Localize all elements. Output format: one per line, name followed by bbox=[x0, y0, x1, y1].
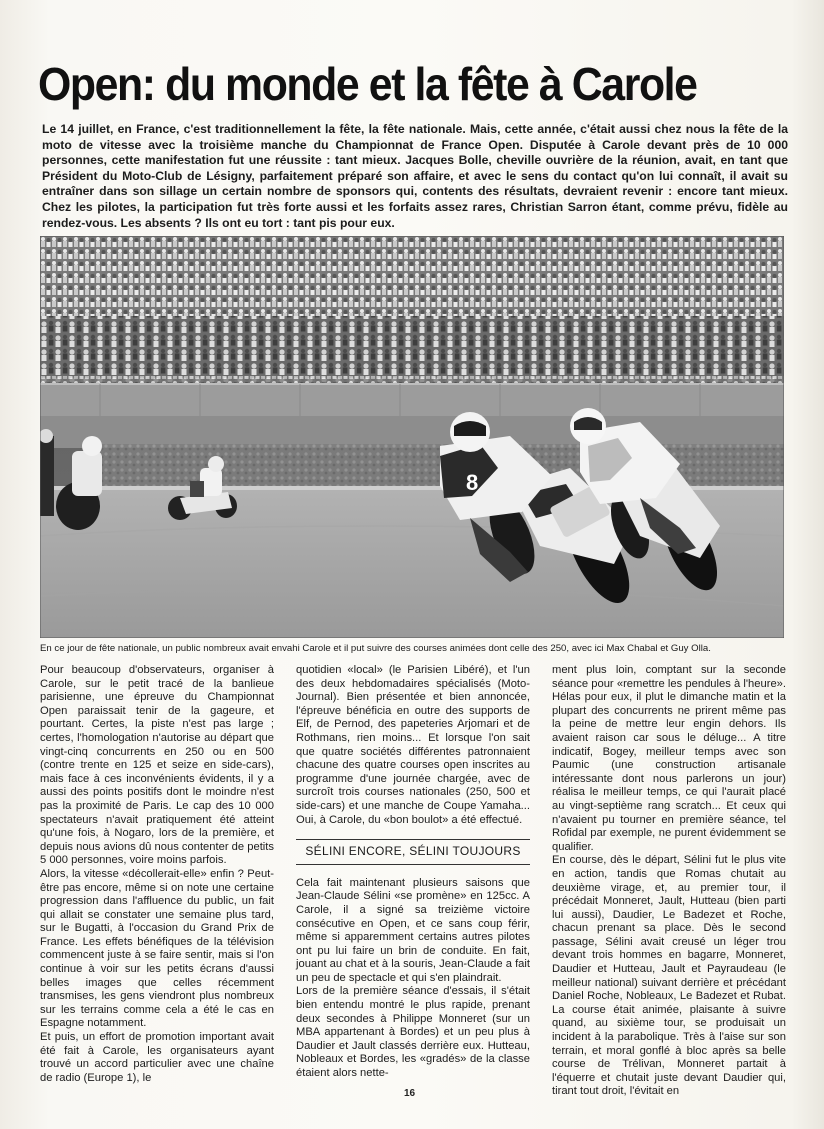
column-1 bbox=[40, 664, 274, 1099]
article-columns bbox=[40, 664, 786, 1099]
headline: Open: du monde et la fête à Carole bbox=[38, 58, 697, 110]
paragraph: En course, dès le départ, Sélini fut le plus vite en action, tandis que Romas chutait au deuxième virage, et, au premier tour, il précédait Monneret, Jault, Hutteau (bien parti lui aussi), Daudier, Le Badezet et Roche, chacun prenant sa place. Dès le second passage, Sélini avait creusé un léger trou devant trois hommes en bagarre, Monneret, Daudier et Hutteau, Jault et Payraudeau (le meilleur national) suivant derrière et précédant Daniel Roche, Nobleaux, Le Badezet et Rubat. La course était animée, plaisante à suivre quand, au sixième tour, se produisait un incident à la parabolique. Très à l'aise sur son terrain, et moral gonflé à bloc après sa belle course de Trélivan, Monneret partait à l'équerre et chutait juste devant Daudier qui, tirant tout droit, l'évitait en bbox=[552, 854, 786, 1098]
paragraph: Pour beaucoup d'observateurs, organiser à Carole, sur le petit tracé de la banlieue parisienne, une épreuve du Championnat Open paraissait tenir de la gageure, et pourtant. Certes, la piste n'est pas large ; certes, l'homologation n'autorise au départ que vingt-cinq concurrents en 250 ou en 500 (contre trente en 125 et seize en side-cars), mais face à ces inconvénients évidents, il y a aussi des points positifs dont le moindre n'est pas la proximité de Paris. Le cap des 10 000 spectateurs n'avait pratiquement été atteint qu'une fois, à Nogaro, lors de la première, et depuis nous avions dû nous contenter de petits 5 000 personnes, voire moins parfois. bbox=[40, 664, 274, 867]
photo-caption: En ce jour de fête nationale, un public nombreux avait envahi Carole et il put suivre des courses animées dont celle des 250, avec ici Max Chabal et Guy Olla. bbox=[40, 643, 711, 654]
column-3 bbox=[552, 664, 786, 1099]
rider-number-label: 8 bbox=[466, 470, 479, 495]
section-subheading: SÉLINI ENCORE, SÉLINI TOUJOURS bbox=[296, 839, 530, 865]
race-photo bbox=[40, 236, 784, 638]
page-number: 16 bbox=[404, 1088, 416, 1099]
paragraph: Lors de la première séance d'essais, il s'était bien entendu montré le plus rapide, prenant deux secondes à Philippe Monneret (sur un MBA appartenant à Bordes) et un peu plus à Daudier et Jault classés derrière eux. Hutteau, Nobleaux et Bordes, les «gradés» de la classe étaient alors nette- bbox=[296, 985, 530, 1080]
paragraph: quotidien «local» (le Parisien Libéré), et l'un des deux hebdomadaires spécialisés (Moto-Journal). Bien présentée et bien annoncée, l'épreuve bénéficia en outre des supports de Elf, de Pernod, des papeteries Arjomari et de Rothmans, rien moins... Et lorsque l'on sait que quatre sociétés différentes patronnaient chacune des quatre courses open inscrites au programme d'une journée chargée, avec de surcroît trois courses nationales (250, 500 et side-cars) et une manche de Coupe Yamaha... Oui, à Carole, du «bon boulot» a été effectué. bbox=[296, 664, 530, 826]
paragraph: Cela fait maintenant plusieurs saisons que Jean-Claude Sélini «se promène» en 125cc. A Carole, il a signé sa treizième victoire consécutive en Open, et ce sans coup férir, même si apparemment certains autres pilotes ont pu lui faire un brin de conduite. En fait, jouant au chat et à la souris, Jean-Claude a fait un peu de spectacle et qui s'en plaindrait. bbox=[296, 876, 530, 984]
paragraph: ment plus loin, comptant sur la seconde séance pour «remettre les pendules à l'heure». Hélas pour eux, il plut le dimanche matin et la plupart des concurrents ne prirent même pas la peine de mettre leur engin dehors. Ils avaient raison car sous le déluge... A titre indicatif, Bogey, meilleur temps avec son Paumic (une construction artisanale intéressante dont nous parlerons un jour) réalisa le meilleur temps, ce qui l'aurait placé au vingt-septième rang scratch... Et ceux qui n'avaient pu tourner en première séance, tel Rofidal par exemple, ne purent évidemment se qualifier. bbox=[552, 664, 786, 853]
paragraph: Et puis, un effort de promotion important avait été fait à Carole, les organisateurs ayant trouvé un accord particulier avec une chaîne de radio (Europe 1), le bbox=[40, 1031, 274, 1084]
paragraph: Alors, la vitesse «décollerait-elle» enfin ? Peut-être pas encore, même si on note une certaine progression dans l'affluence du public, un fait qui allait se constater une semaine plus tard, sur le Bugatti, à l'occasion du Grand Prix de France. Les effets bénéfiques de la télévision commencent juste à se faire sentir, mais si l'on continue à voir sur les petits écrans d'aussi belles images que celles récemment transmises, les gens viendront plus nombreux sur les terrains comme cela a été le cas en Espagne notamment. bbox=[40, 867, 274, 1030]
column-2 bbox=[296, 664, 530, 1099]
intro-paragraph: Le 14 juillet, en France, c'est traditionnellement la fête, la fête nationale. Mais, cette année, c'était aussi chez nous la fête de la moto de vitesse avec la troisième manche du Championnat de France Open. Disputée à Carole devant près de 10 000 personnes, cette manifestation fut une réussite : tant mieux. Jacques Bolle, cheville ouvrière de la réunion, avait, en tant que Président du Moto-Club de Lésigny, parfaitement préparé son affaire, et avec le sens du contact qu'on lui connaît, il avait su entraîner dans son sillage un certain nombre de sponsors qui, contents des résultats, devraient revenir : encore tant mieux. Chez les pilotes, la participation fut très forte aussi et les forfaits assez rares, Christian Sarron étant, comme prévu, fidèle au rendez-vous. Les absents ? Ils ont eu tort : tant pis pour eux. bbox=[42, 122, 788, 230]
